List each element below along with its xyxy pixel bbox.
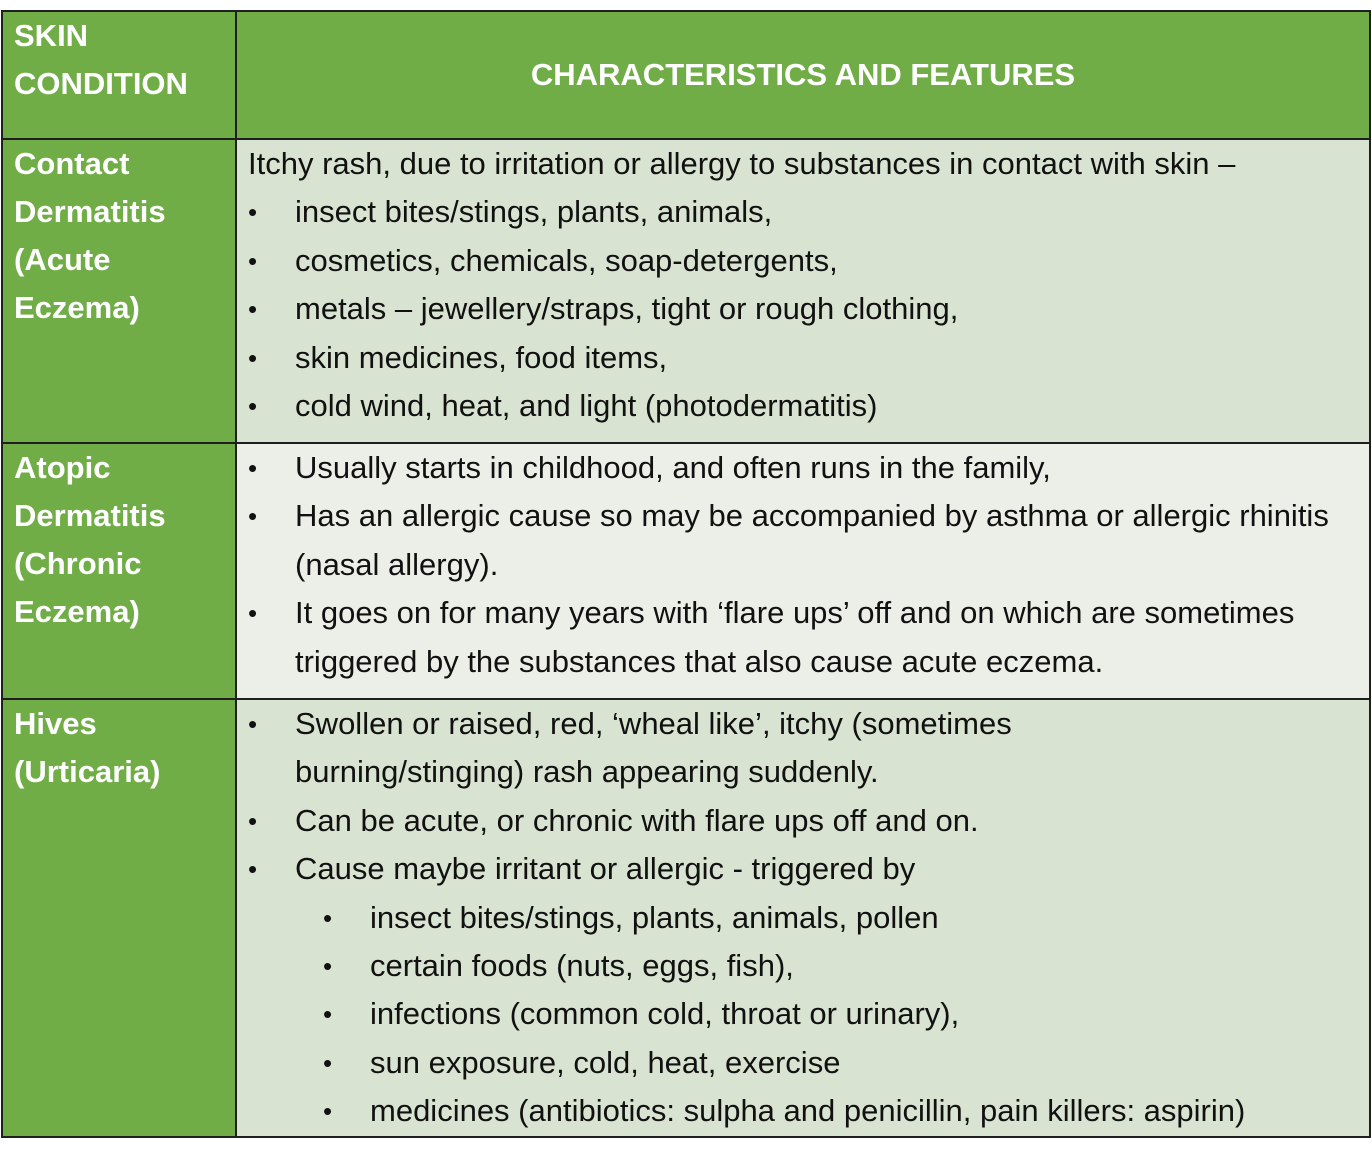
header-characteristics-cell: CHARACTERISTICS AND FEATURES bbox=[236, 11, 1370, 139]
condition-line: Eczema) bbox=[14, 594, 140, 629]
skin-conditions-table bbox=[1, 10, 1371, 1138]
table-row-atopic-dermatitis bbox=[2, 443, 1370, 699]
condition-line: (Urticaria) bbox=[14, 754, 161, 789]
list-item: • cosmetics, chemicals, soap-detergents, bbox=[248, 237, 1369, 285]
header-row bbox=[2, 11, 1370, 139]
intro-text: Itchy rash, due to irritation or allergy to substances in contact with skin – bbox=[248, 146, 1236, 181]
condition-cell-hives bbox=[2, 699, 236, 1137]
condition-line: Dermatitis bbox=[14, 194, 166, 229]
list-item: • Cause maybe irritant or allergic - triggered by bbox=[248, 845, 1369, 893]
condition-line: Contact bbox=[14, 146, 130, 181]
list-item: • insect bites/stings, plants, animals, bbox=[248, 188, 1369, 236]
bullet-list bbox=[248, 444, 1369, 686]
list-item: • Usually starts in childhood, and often runs in the family, bbox=[248, 444, 1369, 492]
characteristics-cell-atopic-dermatitis bbox=[236, 443, 1370, 699]
sub-bullet-list bbox=[248, 894, 1369, 1136]
condition-cell-contact-dermatitis bbox=[2, 139, 236, 443]
table-row-hives bbox=[2, 699, 1370, 1137]
list-item: • metals – jewellery/straps, tight or rough clothing, bbox=[248, 285, 1369, 333]
characteristics-cell-contact-dermatitis bbox=[236, 139, 1370, 443]
table-row-contact-dermatitis bbox=[2, 139, 1370, 443]
header-condition-line-2: CONDITION bbox=[14, 66, 188, 101]
condition-line: (Acute bbox=[14, 242, 111, 277]
header-condition-line-1: SKIN bbox=[14, 18, 89, 53]
bullet-list bbox=[248, 700, 1369, 894]
condition-line: Eczema) bbox=[14, 290, 140, 325]
list-item: • It goes on for many years with ‘flare ups’ off and on which are sometimes triggered by the substances that also cause acute eczema. bbox=[248, 589, 1369, 686]
list-item: • Swollen or raised, red, ‘wheal like’, itchy (sometimes burning/stinging) rash appearing suddenly. bbox=[248, 700, 1369, 797]
sub-list-item: • certain foods (nuts, eggs, fish), bbox=[248, 942, 1369, 990]
sub-list-item: • medicines (antibiotics: sulpha and penicillin, pain killers: aspirin) bbox=[248, 1087, 1369, 1135]
list-item: • cold wind, heat, and light (photodermatitis) bbox=[248, 382, 1369, 430]
condition-line: Hives bbox=[14, 706, 97, 741]
condition-line: Dermatitis bbox=[14, 498, 166, 533]
condition-line: (Chronic bbox=[14, 546, 142, 581]
list-item: • skin medicines, food items, bbox=[248, 334, 1369, 382]
sub-list-item: • sun exposure, cold, heat, exercise bbox=[248, 1039, 1369, 1087]
list-item: • Has an allergic cause so may be accompanied by asthma or allergic rhinitis (nasal allergy). bbox=[248, 492, 1369, 589]
sub-list-item: • insect bites/stings, plants, animals, pollen bbox=[248, 894, 1369, 942]
bullet-list bbox=[248, 188, 1369, 430]
header-condition-cell bbox=[2, 11, 236, 139]
characteristics-cell-hives bbox=[236, 699, 1370, 1137]
condition-cell-atopic-dermatitis bbox=[2, 443, 236, 699]
list-item: • Can be acute, or chronic with flare ups off and on. bbox=[248, 797, 1369, 845]
sub-list-item: • infections (common cold, throat or urinary), bbox=[248, 990, 1369, 1038]
condition-line: Atopic bbox=[14, 450, 111, 485]
